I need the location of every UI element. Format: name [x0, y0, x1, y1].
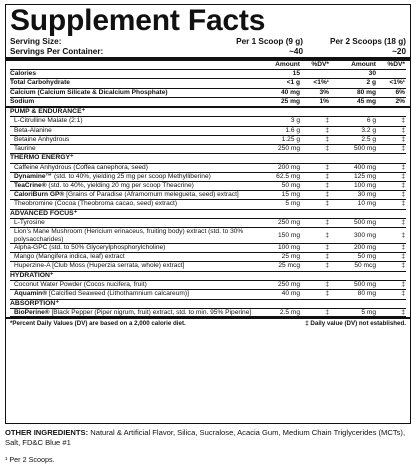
carbohydrate-dv-1: <1%¹ — [313, 79, 329, 87]
ingredient-amount-2: 5 mg — [361, 308, 376, 316]
ingredient-brand: TeaCrine® — [14, 182, 47, 190]
panel-footer — [10, 319, 406, 329]
ingredient-name — [10, 309, 254, 316]
ingredient-desc: L-Citrulline Malate (2:1) — [14, 117, 83, 125]
calories-amount-1: 15 — [292, 70, 300, 78]
per2-servings: ~20 — [392, 46, 406, 56]
not-established-note: ‡ Daily value (DV) not established. — [305, 320, 406, 328]
ingredient-amount-2: 2.5 g — [361, 135, 376, 143]
ingredient-amount-1: 1.25 g — [281, 135, 300, 143]
ingredient-row — [10, 200, 406, 209]
column-header-row — [10, 61, 406, 70]
ingredient-sections — [10, 108, 406, 317]
ingredient-amount-2: 200 mg — [354, 244, 376, 252]
ingredient-row — [10, 290, 406, 299]
ingredient-desc: (std. to 40%, yielding 25 mg per scoop Methylliberine) — [52, 172, 211, 180]
ingredient-dv-1: ‡ — [325, 281, 329, 289]
ingredient-row — [10, 253, 406, 262]
ingredient-name — [10, 200, 254, 208]
section-hydration-title: HYDRATION⁺ — [10, 272, 406, 281]
ingredient-desc: Caffeine Anhydrous (Coffea canephora, seed) — [14, 163, 148, 171]
ingredient-brand: CaloriBurn GP® — [14, 191, 65, 199]
ingredient-desc: (std. to 40%, yielding 20 mg per scoop Theacrine) — [46, 182, 194, 190]
ingredient-amount-2: 125 mg — [354, 172, 376, 180]
ingredient-dv-2: ‡ — [401, 281, 405, 289]
ingredient-dv-1: ‡ — [325, 219, 329, 227]
ingredient-amount-1: 15 mg — [281, 191, 300, 199]
calcium-dv-2: 6% — [395, 88, 405, 96]
ingredient-dv-2: ‡ — [401, 117, 405, 125]
ingredient-brand: Dynamine™ — [14, 172, 53, 180]
panel-title: Supplement Facts — [10, 4, 266, 37]
ingredient-name — [10, 228, 254, 243]
ingredient-row — [10, 182, 406, 191]
ingredient-dv-2: ‡ — [401, 126, 405, 134]
col-amount-1: Amount — [275, 61, 300, 68]
ingredient-amount-2: 50 mcg — [354, 262, 376, 270]
ingredient-amount-1: 40 mg — [281, 290, 300, 298]
other-ingredients-label: OTHER INGREDIENTS: — [5, 428, 89, 437]
calcium-amount-2: 80 mg — [356, 88, 376, 96]
ingredient-desc: [Grains of Paradise (Aframomum melegueta, seed) extract] — [64, 191, 239, 199]
section-absorption-title: ABSORPTION⁺ — [10, 300, 406, 309]
ingredient-desc: Alpha-GPC (std. to 50% Glycerylphosphorylcholine) — [14, 244, 166, 252]
ingredient-dv-1: ‡ — [325, 172, 329, 180]
ingredient-desc: Taurine — [14, 145, 36, 153]
ingredient-row — [10, 117, 406, 126]
section-focus-title: ADVANCED FOCUS⁺ — [10, 210, 406, 219]
section-pump-title: PUMP & ENDURANCE⁺ — [10, 108, 406, 117]
ingredient-dv-2: ‡ — [401, 200, 405, 208]
ingredient-amount-2: 500 mg — [354, 219, 376, 227]
servings-label: Servings Per Container: — [10, 46, 104, 56]
calories-row — [10, 70, 406, 79]
col-dv-1: %DV* — [311, 61, 329, 68]
ingredient-dv-2: ‡ — [401, 163, 405, 171]
ingredient-amount-1: 25 mcg — [278, 262, 300, 270]
ingredient-row — [10, 136, 406, 145]
calcium-row — [10, 89, 406, 98]
ingredient-desc: Mango (Mangifera indica, leaf) extract — [14, 253, 125, 261]
ingredient-dv-2: ‡ — [401, 253, 405, 261]
ingredient-row — [10, 219, 406, 228]
ingredient-brand: BioPerine® — [14, 308, 50, 316]
calories-label: Calories — [10, 70, 37, 78]
serving-info — [10, 37, 406, 56]
ingredient-dv-1: ‡ — [325, 191, 329, 199]
ingredient-amount-2: 500 mg — [354, 281, 376, 289]
col-amount-2: Amount — [351, 61, 376, 68]
carbohydrate-row — [10, 79, 406, 88]
ingredient-amount-1: 50 mg — [281, 182, 300, 190]
ingredient-name — [10, 145, 254, 153]
ingredient-amount-1: 250 mg — [278, 145, 300, 153]
ingredient-name — [10, 253, 254, 261]
ingredient-desc: Lion’s Mane Mushroom (Hericium erinaceus, fruiting body) extract (std. to 30% polysaccharides) — [14, 228, 244, 243]
calcium-label: Calcium (Calcium Silicate & Dicalcium Phosphate) — [10, 88, 168, 96]
ingredient-amount-2: 3.2 g — [361, 126, 376, 134]
ingredient-name — [10, 182, 254, 190]
ingredient-desc: Huperzine-A [Club Moss (Huperzia serrata, whole) extract] — [14, 262, 185, 270]
sodium-amount-2: 45 mg — [356, 97, 376, 105]
serving-size-label: Serving Size: — [10, 37, 62, 46]
ingredient-name — [10, 262, 254, 270]
ingredient-amount-1: 250 mg — [278, 281, 300, 289]
ingredient-name — [10, 290, 254, 298]
ingredient-desc: Theobromine (Cocoa (Theobroma cacao, seed) extract) — [14, 200, 178, 208]
ingredient-row — [10, 228, 406, 244]
ingredient-row — [10, 281, 406, 290]
sodium-label: Sodium — [10, 97, 35, 105]
ingredient-amount-1: 25 mg — [281, 253, 300, 261]
ingredient-dv-1: ‡ — [325, 163, 329, 171]
carbohydrate-label: Total Carbohydrate — [10, 79, 70, 87]
ingredient-amount-1: 5 mg — [285, 200, 300, 208]
ingredient-amount-1: 62.5 mg — [276, 172, 300, 180]
ingredient-name — [10, 136, 254, 144]
ingredient-name — [10, 164, 254, 172]
ingredient-amount-2: 50 mg — [357, 253, 376, 261]
col-dv-2: %DV* — [387, 61, 405, 68]
ingredient-brand: Aquamin® — [14, 290, 48, 298]
ingredient-desc: Beta-Alanine — [14, 126, 52, 134]
ingredient-name — [10, 191, 254, 199]
ingredient-desc: Betaine Anhydrous — [14, 135, 70, 143]
ingredient-name — [10, 117, 254, 125]
ingredient-amount-1: 2.5 mg — [279, 308, 300, 316]
carbohydrate-dv-2: <1%¹ — [389, 79, 405, 87]
ingredient-name — [10, 219, 254, 227]
ingredient-row — [10, 244, 406, 253]
ingredient-row — [10, 191, 406, 200]
ingredient-amount-2: 80 mg — [357, 290, 376, 298]
daily-value-note: *Percent Daily Values (DV) are based on a 2,000 calorie diet. — [10, 320, 186, 328]
ingredient-row — [10, 145, 406, 154]
ingredient-dv-1: ‡ — [325, 262, 329, 270]
ingredient-dv-1: ‡ — [325, 244, 329, 252]
carbohydrate-amount-1: <1 g — [286, 79, 300, 87]
ingredient-amount-1: 1.6 g — [285, 126, 300, 134]
ingredient-desc: L-Tyrosine — [14, 219, 45, 227]
per1-label: Per 1 Scoop (9 g) — [236, 37, 303, 46]
ingredient-name — [10, 281, 254, 289]
ingredient-dv-1: ‡ — [325, 253, 329, 261]
ingredient-dv-1: ‡ — [325, 135, 329, 143]
ingredient-dv-1: ‡ — [325, 117, 329, 125]
ingredient-dv-1: ‡ — [325, 200, 329, 208]
ingredient-row — [10, 262, 406, 271]
calories-amount-2: 30 — [368, 70, 376, 78]
ingredient-name — [10, 127, 254, 135]
section-thermo-title: THERMO ENERGY⁺ — [10, 154, 406, 163]
carbohydrate-amount-2: 2 g — [366, 79, 376, 87]
sodium-dv-2: 2% — [395, 97, 405, 105]
ingredient-desc: [Calcified Seaweed (Lithothamnium calcareum)] — [47, 290, 189, 298]
ingredient-dv-2: ‡ — [401, 191, 405, 199]
ingredient-dv-2: ‡ — [401, 290, 405, 298]
sodium-dv-1: 1% — [319, 97, 329, 105]
ingredient-row — [10, 309, 406, 317]
ingredient-dv-2: ‡ — [401, 172, 405, 180]
ingredient-desc: [Black Pepper (Piper nigrum, fruit) extract, std. to min. 95% Piperine] — [49, 308, 252, 316]
sodium-row — [10, 98, 406, 106]
other-ingredients-text: Natural & Artificial Flavor, Silica, Sucralose, Acacia Gum, Medium Chain Triglycerides (MCTs), Salt, FD&C Blue #1 — [5, 428, 406, 447]
ingredient-amount-1: 100 mg — [278, 244, 300, 252]
ingredient-desc: Coconut Water Powder (Cocos nucifera, fruit) — [14, 281, 147, 289]
ingredient-dv-2: ‡ — [401, 145, 405, 153]
sodium-amount-1: 25 mg — [280, 97, 300, 105]
calcium-dv-1: 3% — [319, 88, 329, 96]
ingredient-row — [10, 164, 406, 173]
ingredient-dv-2: ‡ — [401, 182, 405, 190]
ingredient-name — [10, 244, 254, 252]
ingredient-amount-2: 500 mg — [354, 145, 376, 153]
ingredient-row — [10, 173, 406, 182]
ingredient-dv-2: ‡ — [401, 308, 405, 316]
ingredient-name — [10, 173, 254, 181]
ingredient-dv-2: ‡ — [401, 244, 405, 252]
per1-servings: ~40 — [289, 46, 303, 56]
ingredient-amount-2: 400 mg — [354, 163, 376, 171]
ingredient-dv-1: ‡ — [325, 308, 329, 316]
ingredient-amount-2: 300 mg — [354, 231, 376, 239]
ingredient-amount-2: 30 mg — [357, 191, 376, 199]
calcium-amount-1: 40 mg — [280, 88, 300, 96]
supplement-facts-panel — [5, 4, 411, 424]
per2-label: Per 2 Scoops (18 g) — [330, 37, 406, 46]
ingredient-amount-2: 10 mg — [357, 200, 376, 208]
ingredient-dv-2: ‡ — [401, 231, 405, 239]
ingredient-row — [10, 127, 406, 136]
ingredient-dv-2: ‡ — [401, 135, 405, 143]
ingredient-amount-1: 3 g — [290, 117, 300, 125]
ingredient-amount-2: 6 g — [366, 117, 376, 125]
ingredient-amount-1: 250 mg — [278, 219, 300, 227]
other-ingredients — [5, 428, 411, 448]
ingredient-dv-1: ‡ — [325, 231, 329, 239]
ingredient-dv-2: ‡ — [401, 219, 405, 227]
ingredient-dv-2: ‡ — [401, 262, 405, 270]
ingredient-dv-1: ‡ — [325, 182, 329, 190]
per-two-scoops-note: ¹ Per 2 Scoops. — [5, 455, 55, 464]
ingredient-dv-1: ‡ — [325, 290, 329, 298]
ingredient-amount-1: 200 mg — [278, 163, 300, 171]
ingredient-amount-1: 150 mg — [278, 231, 300, 239]
ingredient-amount-2: 100 mg — [354, 182, 376, 190]
ingredient-dv-1: ‡ — [325, 126, 329, 134]
ingredient-dv-1: ‡ — [325, 145, 329, 153]
